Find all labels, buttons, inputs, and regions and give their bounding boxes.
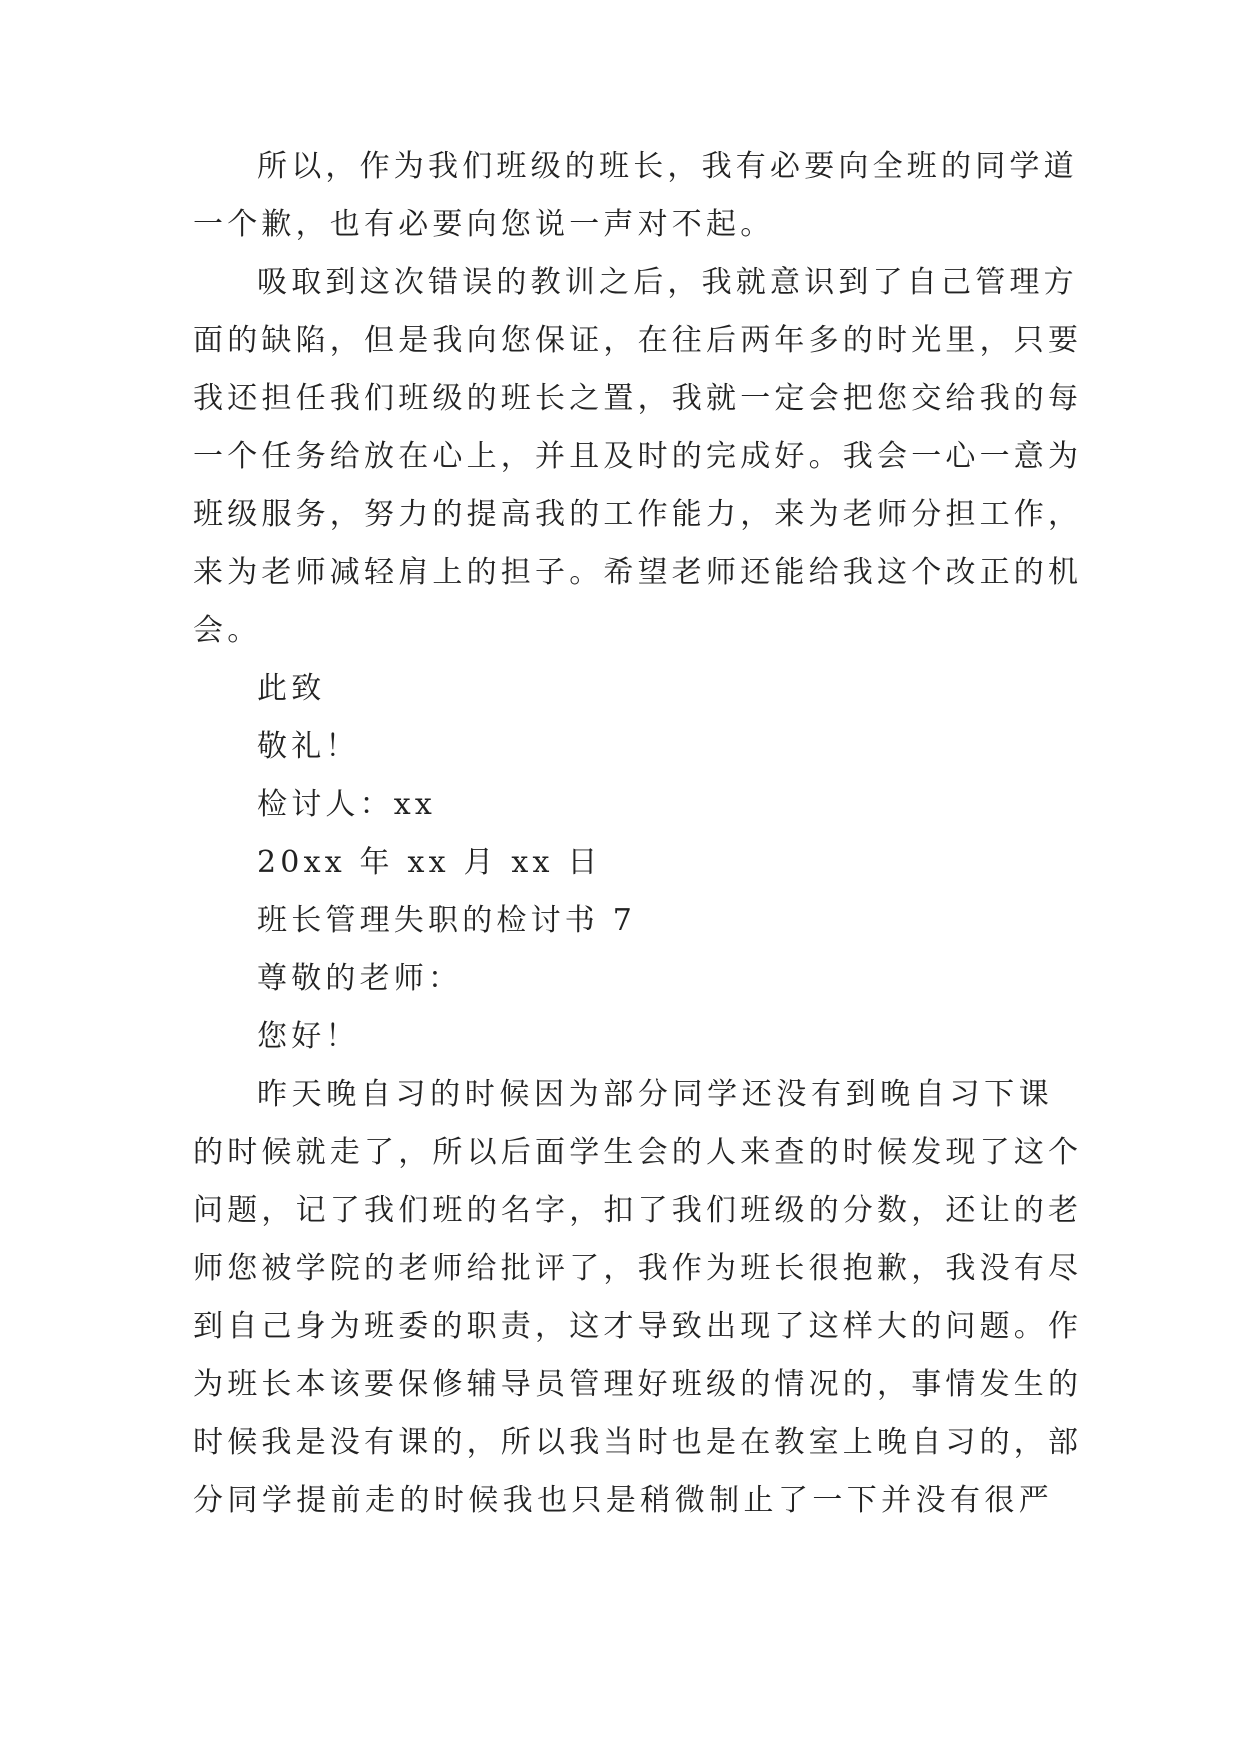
paragraph-line: 到自己身为班委的职责，这才导致出现了这样大的问题。作 — [193, 1309, 1083, 1344]
paragraph-line: 的时候就走了，所以后面学生会的人来查的时候发现了这个 — [193, 1135, 1083, 1170]
signature-author: 检讨人：xx — [257, 787, 437, 822]
paragraph-line: 我还担任我们班级的班长之置，我就一定会把您交给我的每 — [193, 381, 1083, 416]
paragraph-line: 问题，记了我们班的名字，扣了我们班级的分数，还让的老 — [193, 1193, 1083, 1228]
paragraph-line: 所以，作为我们班级的班长，我有必要向全班的同学道 — [257, 149, 1078, 184]
paragraph-line: 会。 — [193, 613, 262, 648]
paragraph-line: 师您被学院的老师给批评了，我作为班长很抱歉，我没有尽 — [193, 1251, 1083, 1286]
paragraph-line: 吸取到这次错误的教训之后，我就意识到了自己管理方 — [257, 265, 1078, 300]
closing-salutation: 此致 — [257, 671, 326, 706]
closing-respect: 敬礼！ — [257, 729, 360, 764]
paragraph-line: 一个歉，也有必要向您说一声对不起。 — [193, 207, 775, 242]
paragraph-line: 班级服务，努力的提高我的工作能力，来为老师分担工作， — [193, 497, 1083, 532]
greeting-recipient: 尊敬的老师： — [257, 961, 463, 996]
signature-date: 20xx 年 xx 月 xx 日 — [257, 845, 602, 880]
paragraph-line: 为班长本该要保修辅导员管理好班级的情况的，事情发生的 — [193, 1367, 1083, 1402]
paragraph-line: 时候我是没有课的，所以我当时也是在教室上晚自习的，部 — [193, 1425, 1083, 1460]
section-title: 班长管理失职的检讨书 7 — [257, 903, 637, 938]
greeting: 您好！ — [257, 1019, 360, 1054]
paragraph-line: 来为老师减轻肩上的担子。希望老师还能给我这个改正的机 — [193, 555, 1083, 590]
paragraph-line: 一个任务给放在心上，并且及时的完成好。我会一心一意为 — [193, 439, 1083, 474]
paragraph-line: 面的缺陷，但是我向您保证，在往后两年多的时光里，只要 — [193, 323, 1083, 358]
paragraph-line: 分同学提前走的时候我也只是稍微制止了一下并没有很严 — [193, 1483, 1053, 1518]
paragraph-line: 昨天晚自习的时候因为部分同学还没有到晚自习下课 — [257, 1077, 1053, 1112]
